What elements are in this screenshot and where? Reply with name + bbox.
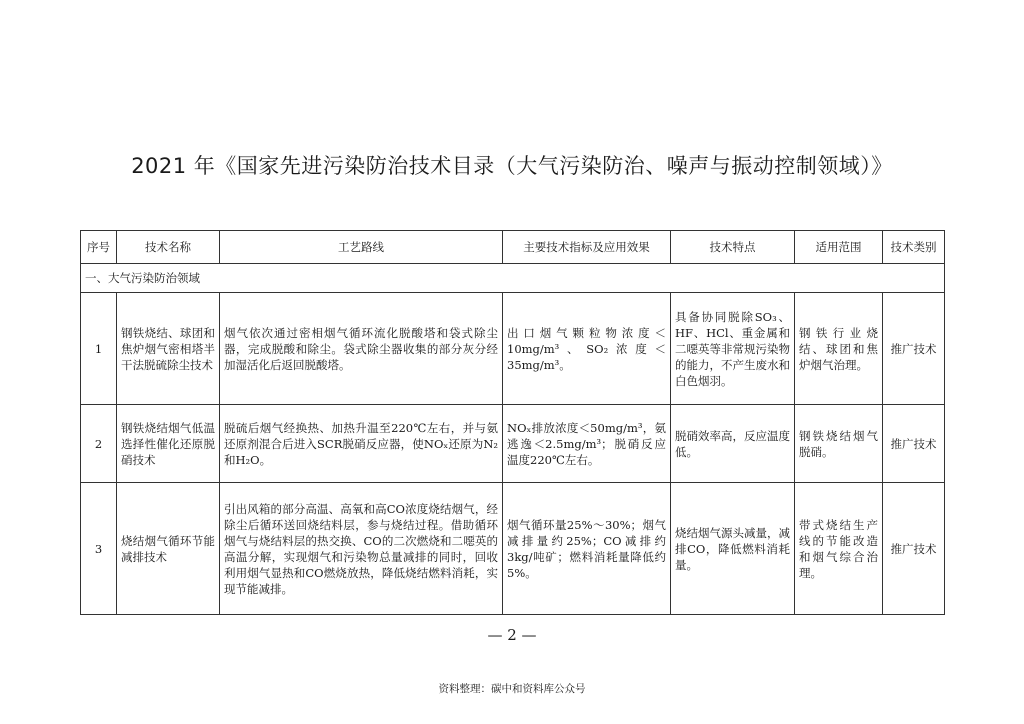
- page-number: — 2 —: [487, 626, 537, 644]
- header-scope: 适用范围: [795, 231, 883, 264]
- technology-table: [80, 230, 945, 615]
- row-process: 烟气依次通过密相烟气循环流化脱酸塔和袋式除尘器，完成脱酸和除尘。袋式除尘器收集的部分灰分经加湿活化后返回脱酸塔。: [220, 293, 503, 405]
- header-category: 技术类别: [883, 231, 945, 264]
- row-no: 3: [81, 483, 117, 615]
- row-category: 推广技术: [883, 293, 945, 405]
- row-scope: 钢铁烧结烟气脱硝。: [795, 405, 883, 483]
- row-indicators: NOₓ排放浓度＜50mg/m³，氨逃逸＜2.5mg/m³；脱硝反应温度220℃左右。: [503, 405, 671, 483]
- table-row: [81, 293, 945, 405]
- table-row: [81, 483, 945, 615]
- row-indicators: 烟气循环量25%～30%；烟气减排量约25%；CO减排约3kg/吨矿；燃料消耗量降低约5%。: [503, 483, 671, 615]
- header-name: 技术名称: [117, 231, 220, 264]
- row-scope: 带式烧结生产线的节能改造和烟气综合治理。: [795, 483, 883, 615]
- header-process: 工艺路线: [220, 231, 503, 264]
- row-process: 脱硫后烟气经换热、加热升温至220℃左右，并与氨还原剂混合后进入SCR脱硝反应器，使NOₓ还原为N₂和H₂O。: [220, 405, 503, 483]
- section-row: [81, 264, 945, 293]
- row-process: 引出风箱的部分高温、高氧和高CO浓度烧结烟气，经除尘后循环送回烧结料层，参与烧结过程。借助循环烟气与烧结料层的热交换、CO的二次燃烧和二噁英的高温分解，实现烟气和污染物总量减排的同时，回收利用烟气显热和CO燃烧放热，降低烧结燃料消耗，实现节能减排。: [220, 483, 503, 615]
- footer-source: 资料整理：碳中和资料库公众号: [438, 683, 586, 695]
- table-row: [81, 405, 945, 483]
- row-indicators: 出口烟气颗粒物浓度＜10mg/m³、SO₂浓度＜35mg/m³。: [503, 293, 671, 405]
- row-category: 推广技术: [883, 405, 945, 483]
- header-no: 序号: [81, 231, 117, 264]
- document-title: 2021 年《国家先进污染防治技术目录（大气污染防治、噪声与振动控制领域）》: [131, 154, 893, 178]
- row-features: 烧结烟气源头减量，减排CO，降低燃料消耗量。: [671, 483, 795, 615]
- row-name: 钢铁烧结烟气低温选择性催化还原脱硝技术: [117, 405, 220, 483]
- row-features: 脱硝效率高，反应温度低。: [671, 405, 795, 483]
- row-scope: 钢铁行业烧结、球团和焦炉烟气治理。: [795, 293, 883, 405]
- row-no: 1: [81, 293, 117, 405]
- header-indicators: 主要技术指标及应用效果: [503, 231, 671, 264]
- row-name: 烧结烟气循环节能减排技术: [117, 483, 220, 615]
- row-category: 推广技术: [883, 483, 945, 615]
- row-no: 2: [81, 405, 117, 483]
- section-title: 一、大气污染防治领域: [81, 264, 945, 293]
- row-name: 钢铁烧结、球团和焦炉烟气密相塔半干法脱硫除尘技术: [117, 293, 220, 405]
- header-features: 技术特点: [671, 231, 795, 264]
- row-features: 具备协同脱除SO₃、HF、HCl、重金属和二噁英等非常规污染物的能力，不产生废水和白色烟羽。: [671, 293, 795, 405]
- table-header-row: [81, 231, 945, 264]
